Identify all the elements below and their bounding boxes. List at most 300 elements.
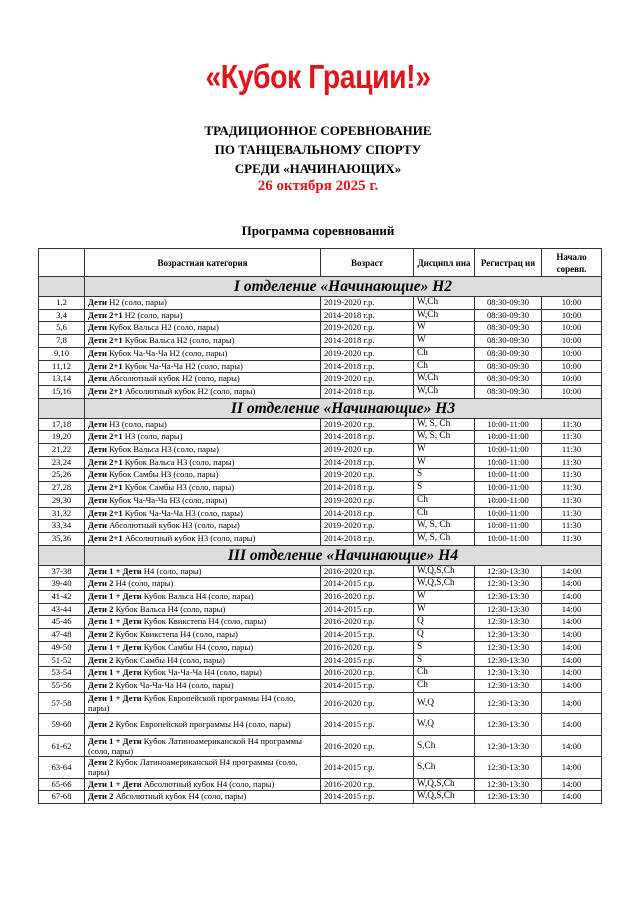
event-number: 47-48 (39, 629, 85, 642)
table-row (39, 494, 602, 507)
category-group-bold: Дети (88, 494, 108, 505)
birth-years: 2014-2018 г.р. (321, 532, 414, 545)
start-time: 11:30 (542, 418, 602, 431)
start-time: 11:30 (542, 444, 602, 457)
birth-years: 2014-2015 г.р. (321, 603, 414, 616)
table-row (39, 714, 602, 736)
category-description: Кубок Европейской программы Н4 (соло, пары) (88, 692, 296, 713)
age-category (85, 482, 321, 495)
disciplines: W (414, 322, 475, 335)
registration-time: 12:30-13:30 (475, 667, 542, 680)
start-time: 14:00 (542, 629, 602, 642)
category-description: Абсолютный кубок Н3 (соло, пары) (122, 532, 256, 543)
category-description: Кубок Ча-Ча-Ча Н3 (соло, пары) (122, 507, 243, 518)
birth-years: 2019-2020 г.р. (321, 297, 414, 310)
category-description: Кубок Ча-Ча-Ча Н2 (соло, пары) (122, 360, 243, 371)
age-category (85, 532, 321, 545)
start-time: 14:00 (542, 578, 602, 591)
birth-years: 2014-2018 г.р. (321, 482, 414, 495)
disciplines: W, S, Ch (414, 418, 475, 431)
table-row (39, 360, 602, 373)
start-time: 14:00 (542, 692, 602, 714)
category-group-bold: Дети 2+1 (88, 456, 123, 467)
age-category (85, 757, 321, 779)
age-category (85, 603, 321, 616)
category-group-bold: Дети 2+1 (88, 532, 123, 543)
section-header-row (39, 277, 602, 297)
table-row (39, 565, 602, 578)
registration-time: 12:30-13:30 (475, 679, 542, 692)
event-number: 29,30 (39, 494, 85, 507)
start-time: 11:30 (542, 482, 602, 495)
birth-years: 2019-2020 г.р. (321, 444, 414, 457)
table-header-row (39, 249, 602, 277)
program-heading: Программа соревнований (241, 223, 395, 238)
category-description: Кубок Вальса Н2 (соло, пары) (107, 322, 219, 333)
age-category (85, 565, 321, 578)
registration-time: 10:00-11:00 (475, 482, 542, 495)
category-group-bold: Дети 2 (88, 603, 114, 614)
age-category (85, 578, 321, 591)
event-number: 11,12 (39, 360, 85, 373)
birth-years: 2016-2020 г.р. (321, 735, 414, 757)
disciplines: W (414, 591, 475, 604)
category-group-bold: Дети (88, 418, 108, 429)
disciplines: W,Q (414, 692, 475, 714)
disciplines: Ch (414, 667, 475, 680)
category-group-bold: Дети (88, 373, 108, 384)
event-number: 25,26 (39, 469, 85, 482)
disciplines: Ch (414, 347, 475, 360)
registration-time: 12:30-13:30 (475, 778, 542, 791)
category-group-bold: Дети 2+1 (88, 431, 123, 442)
birth-years: 2019-2020 г.р. (321, 520, 414, 533)
event-number: 41-42 (39, 591, 85, 604)
event-number: 51-52 (39, 654, 85, 667)
subtitle-line-1: ТРАДИЦИОННОЕ СОРЕВНОВАНИЕ (204, 123, 432, 138)
column-header-start: Начало соревп. (542, 249, 602, 277)
birth-years: 2014-2015 г.р. (321, 714, 414, 736)
event-number: 45-46 (39, 616, 85, 629)
section-title: I отделение «Начинающие» Н2 (85, 277, 602, 297)
start-time: 14:00 (542, 757, 602, 779)
birth-years: 2019-2020 г.р. (321, 347, 414, 360)
event-number: 9,10 (39, 347, 85, 360)
birth-years: 2014-2018 г.р. (321, 456, 414, 469)
birth-years: 2019-2020 г.р. (321, 373, 414, 386)
registration-time: 08:30-09:30 (475, 347, 542, 360)
category-group-bold: Дети (88, 322, 108, 333)
category-group-bold: Дети 2+1 (88, 360, 123, 371)
registration-time: 12:30-13:30 (475, 565, 542, 578)
start-time: 14:00 (542, 654, 602, 667)
section-header-row (39, 398, 602, 418)
disciplines: S (414, 482, 475, 495)
disciplines: W,Q (414, 714, 475, 736)
disciplines: W, S, Ch (414, 532, 475, 545)
age-category (85, 679, 321, 692)
birth-years: 2016-2020 г.р. (321, 565, 414, 578)
age-category (85, 431, 321, 444)
birth-years: 2014-2018 г.р. (321, 431, 414, 444)
registration-time: 08:30-09:30 (475, 322, 542, 335)
event-number: 61-62 (39, 735, 85, 757)
birth-years: 2014-2015 г.р. (321, 629, 414, 642)
category-group-bold: Дети 2+1 (88, 309, 123, 320)
birth-years: 2016-2020 г.р. (321, 641, 414, 654)
category-description: Кубок Самбы Н3 (соло, пары) (107, 469, 219, 480)
event-number: 37-38 (39, 565, 85, 578)
category-group-bold: Дети 2 (88, 719, 114, 730)
event-number: 53-54 (39, 667, 85, 680)
category-description: Кубок Вальса Н3 (соло, пары) (107, 444, 219, 455)
registration-time: 12:30-13:30 (475, 629, 542, 642)
category-group-bold: Дети 1 + Дети (88, 735, 142, 746)
category-group-bold: Дети (88, 444, 108, 455)
table-row (39, 757, 602, 779)
table-row (39, 641, 602, 654)
start-time: 10:00 (542, 347, 602, 360)
registration-time: 10:00-11:00 (475, 456, 542, 469)
registration-time: 10:00-11:00 (475, 431, 542, 444)
birth-years: 2014-2015 г.р. (321, 791, 414, 804)
category-group-bold: Дети 1 + Дети (88, 692, 142, 703)
category-group-bold: Дети (88, 469, 108, 480)
category-description: Кубок Ча-Ча-Ча Н4 (соло, пары) (113, 679, 234, 690)
section-empty-cell (39, 545, 85, 565)
start-time: 11:30 (542, 494, 602, 507)
age-category (85, 654, 321, 667)
registration-time: 12:30-13:30 (475, 641, 542, 654)
section-header-row (39, 545, 602, 565)
birth-years: 2014-2015 г.р. (321, 578, 414, 591)
category-group-bold: Дети 1 + Дети (88, 591, 142, 602)
category-description: Н2 (соло, пары) (122, 309, 183, 320)
table-row (39, 603, 602, 616)
category-description: Кубок Вальса Н2 (соло, пары) (122, 335, 235, 346)
age-category (85, 591, 321, 604)
category-description: Кубок Ча-Ча-Ча Н2 (соло, пары) (107, 347, 228, 358)
category-group-bold: Дети 2+1 (88, 385, 123, 396)
age-category (85, 385, 321, 398)
disciplines: S (414, 469, 475, 482)
age-category (85, 322, 321, 335)
event-number: 23,24 (39, 456, 85, 469)
event-number: 59-60 (39, 714, 85, 736)
category-description: Кубок Самбы Н4 (соло, пары) (141, 641, 254, 652)
category-description: Кубок Вальса Н4 (соло, пары) (141, 591, 254, 602)
category-group-bold: Дети 2+1 (88, 507, 123, 518)
table-row (39, 469, 602, 482)
birth-years: 2014-2018 г.р. (321, 309, 414, 322)
registration-time: 10:00-11:00 (475, 494, 542, 507)
age-category (85, 347, 321, 360)
registration-time: 12:30-13:30 (475, 603, 542, 616)
start-time: 10:00 (542, 322, 602, 335)
event-number: 27,28 (39, 482, 85, 495)
category-group-bold: Дети 2 (88, 791, 114, 802)
registration-time: 12:30-13:30 (475, 757, 542, 779)
start-time: 14:00 (542, 565, 602, 578)
event-number: 63-64 (39, 757, 85, 779)
registration-time: 12:30-13:30 (475, 616, 542, 629)
disciplines: Ch (414, 494, 475, 507)
birth-years: 2014-2018 г.р. (321, 335, 414, 348)
age-category (85, 469, 321, 482)
category-group-bold: Дети 1 + Дети (88, 778, 142, 789)
disciplines: S (414, 654, 475, 667)
subtitle-line-3: СРЕДИ «НАЧИНАЮЩИХ» (234, 161, 402, 176)
start-time: 10:00 (542, 385, 602, 398)
section-title: II отделение «Начинающие» Н3 (85, 398, 602, 418)
column-header-age: Возраст (321, 249, 414, 277)
age-category (85, 444, 321, 457)
category-group-bold: Дети 1 + Дети (88, 641, 142, 652)
event-number: 65-66 (39, 778, 85, 791)
disciplines: W (414, 335, 475, 348)
category-description: Кубок Европейской программы Н4 (соло, пары) (113, 719, 291, 730)
registration-time: 08:30-09:30 (475, 297, 542, 310)
registration-time: 12:30-13:30 (475, 791, 542, 804)
age-category (85, 360, 321, 373)
category-group-bold: Дети 1 + Дети (88, 667, 142, 678)
table-row (39, 679, 602, 692)
document-title: «Кубок Грации!» (205, 58, 431, 95)
disciplines: W, S, Ch (414, 431, 475, 444)
disciplines: W,Ch (414, 373, 475, 386)
category-description: Кубок Ча-Ча-Ча Н3 (соло, пары) (107, 494, 228, 505)
birth-years: 2014-2015 г.р. (321, 679, 414, 692)
age-category (85, 507, 321, 520)
start-time: 14:00 (542, 591, 602, 604)
registration-time: 10:00-11:00 (475, 520, 542, 533)
start-time: 14:00 (542, 667, 602, 680)
birth-years: 2014-2018 г.р. (321, 507, 414, 520)
event-date: 26 октября 2025 г. (257, 178, 379, 194)
category-group-bold: Дети 2+1 (88, 335, 123, 346)
start-time: 10:00 (542, 360, 602, 373)
birth-years: 2014-2018 г.р. (321, 385, 414, 398)
start-time: 14:00 (542, 679, 602, 692)
age-category (85, 373, 321, 386)
category-description: Н3 (соло, пары) (107, 418, 167, 429)
table-row (39, 482, 602, 495)
event-number: 15,16 (39, 385, 85, 398)
event-number: 39-40 (39, 578, 85, 591)
table-row (39, 692, 602, 714)
start-time: 11:30 (542, 456, 602, 469)
registration-time: 10:00-11:00 (475, 444, 542, 457)
start-time: 14:00 (542, 735, 602, 757)
birth-years: 2014-2015 г.р. (321, 654, 414, 667)
category-description: Кубок Квикстепа Н4 (соло, пары) (113, 629, 238, 640)
age-category (85, 335, 321, 348)
event-number: 7,8 (39, 335, 85, 348)
category-description: Н3 (соло, пары) (122, 431, 183, 442)
table-row (39, 629, 602, 642)
table-row (39, 347, 602, 360)
registration-time: 12:30-13:30 (475, 714, 542, 736)
table-row (39, 654, 602, 667)
age-category (85, 667, 321, 680)
disciplines: Ch (414, 360, 475, 373)
age-category (85, 778, 321, 791)
age-category (85, 418, 321, 431)
event-number: 67-68 (39, 791, 85, 804)
column-header-registration: Регистрац ия (475, 249, 542, 277)
age-category (85, 692, 321, 714)
category-group-bold: Дети 1 + Дети (88, 616, 142, 627)
category-description: Кубок Латиноамериканской Н4 программы (соло, пары) (88, 757, 298, 778)
age-category (85, 641, 321, 654)
category-group-bold: Дети 2 (88, 654, 114, 665)
event-number: 1,2 (39, 297, 85, 310)
start-time: 14:00 (542, 714, 602, 736)
category-group-bold: Дети (88, 520, 108, 531)
category-description: Абсолютный кубок Н4 (соло, пары) (141, 778, 275, 789)
birth-years: 2016-2020 г.р. (321, 591, 414, 604)
disciplines: W,Q,S,Ch (414, 565, 475, 578)
category-group-bold: Дети 1 + Дети (88, 565, 142, 576)
birth-years: 2016-2020 г.р. (321, 778, 414, 791)
registration-time: 12:30-13:30 (475, 591, 542, 604)
table-row (39, 507, 602, 520)
start-time: 10:00 (542, 373, 602, 386)
disciplines: S,Ch (414, 757, 475, 779)
registration-time: 08:30-09:30 (475, 360, 542, 373)
birth-years: 2016-2020 г.р. (321, 616, 414, 629)
birth-years: 2016-2020 г.р. (321, 667, 414, 680)
event-number: 3,4 (39, 309, 85, 322)
disciplines: W, S, Ch (414, 520, 475, 533)
age-category (85, 714, 321, 736)
disciplines: W (414, 456, 475, 469)
birth-years: 2019-2020 г.р. (321, 418, 414, 431)
registration-time: 10:00-11:00 (475, 418, 542, 431)
start-time: 14:00 (542, 778, 602, 791)
table-row (39, 297, 602, 310)
age-category (85, 309, 321, 322)
category-group-bold: Дети (88, 297, 108, 307)
start-time: 11:30 (542, 520, 602, 533)
registration-time: 08:30-09:30 (475, 385, 542, 398)
event-number: 49-50 (39, 641, 85, 654)
age-category (85, 616, 321, 629)
age-category (85, 456, 321, 469)
start-time: 11:30 (542, 431, 602, 444)
registration-time: 12:30-13:30 (475, 735, 542, 757)
disciplines: W,Ch (414, 385, 475, 398)
category-description: Абсолютный кубок Н3 (соло, пары) (107, 520, 240, 531)
category-description: Кубок Самбы Н4 (соло, пары) (113, 654, 225, 665)
table-row (39, 735, 602, 757)
category-description: Кубок Латиноамериканской Н4 программы (соло, пары) (88, 735, 302, 756)
disciplines: Q (414, 629, 475, 642)
category-description: Н4 (соло, пары) (113, 578, 174, 589)
disciplines: Ch (414, 507, 475, 520)
registration-time: 10:00-11:00 (475, 532, 542, 545)
category-group-bold: Дети 2 (88, 757, 114, 768)
category-description: Кубок Вальса Н4 (соло, пары) (113, 603, 226, 614)
category-group-bold: Дети (88, 347, 108, 358)
event-number: 19,20 (39, 431, 85, 444)
column-header-number (39, 249, 85, 277)
start-time: 14:00 (542, 616, 602, 629)
disciplines: Q (414, 616, 475, 629)
section-empty-cell (39, 398, 85, 418)
table-row (39, 778, 602, 791)
table-row (39, 385, 602, 398)
disciplines: S,Ch (414, 735, 475, 757)
column-header-discipline: Дисципл ина (414, 249, 475, 277)
birth-years: 2019-2020 г.р. (321, 322, 414, 335)
start-time: 14:00 (542, 603, 602, 616)
registration-time: 08:30-09:30 (475, 373, 542, 386)
event-number: 33,34 (39, 520, 85, 533)
registration-time: 12:30-13:30 (475, 692, 542, 714)
age-category (85, 520, 321, 533)
table-row (39, 520, 602, 533)
event-number: 55-56 (39, 679, 85, 692)
table-row (39, 373, 602, 386)
start-time: 11:30 (542, 469, 602, 482)
category-description: Абсолютный кубок Н4 (соло, пары) (113, 791, 247, 802)
table-row (39, 578, 602, 591)
age-category (85, 735, 321, 757)
start-time: 10:00 (542, 297, 602, 310)
schedule-table (38, 248, 602, 804)
table-row (39, 322, 602, 335)
disciplines: W,Q,S,Ch (414, 791, 475, 804)
disciplines: W,Q,S,Ch (414, 778, 475, 791)
start-time: 10:00 (542, 309, 602, 322)
disciplines: W,Ch (414, 309, 475, 322)
disciplines: S (414, 641, 475, 654)
age-category (85, 791, 321, 804)
event-number: 5,6 (39, 322, 85, 335)
event-number: 43-44 (39, 603, 85, 616)
event-number: 17,18 (39, 418, 85, 431)
category-description: Абсолютный кубок Н2 (соло, пары) (107, 373, 240, 384)
category-group-bold: Дети 2 (88, 629, 114, 640)
disciplines: W (414, 444, 475, 457)
age-category (85, 297, 321, 310)
start-time: 10:00 (542, 335, 602, 348)
registration-time: 08:30-09:30 (475, 309, 542, 322)
disciplines: W,Q,S,Ch (414, 578, 475, 591)
start-time: 14:00 (542, 641, 602, 654)
category-description: Н4 (соло, пары) (141, 565, 202, 576)
event-number: 21,22 (39, 444, 85, 457)
birth-years: 2019-2020 г.р. (321, 494, 414, 507)
schedule-body (39, 277, 602, 804)
birth-years: 2019-2020 г.р. (321, 469, 414, 482)
event-number: 35,36 (39, 532, 85, 545)
start-time: 11:30 (542, 507, 602, 520)
column-header-category: Возрастная категория (85, 249, 321, 277)
event-number: 57-58 (39, 692, 85, 714)
table-row (39, 309, 602, 322)
disciplines: Ch (414, 679, 475, 692)
registration-time: 08:30-09:30 (475, 335, 542, 348)
category-description: Кубок Вальса Н3 (соло, пары) (122, 456, 235, 467)
table-row (39, 444, 602, 457)
table-row (39, 335, 602, 348)
category-group-bold: Дети 2 (88, 679, 114, 690)
registration-time: 10:00-11:00 (475, 469, 542, 482)
disciplines: W (414, 603, 475, 616)
age-category (85, 629, 321, 642)
